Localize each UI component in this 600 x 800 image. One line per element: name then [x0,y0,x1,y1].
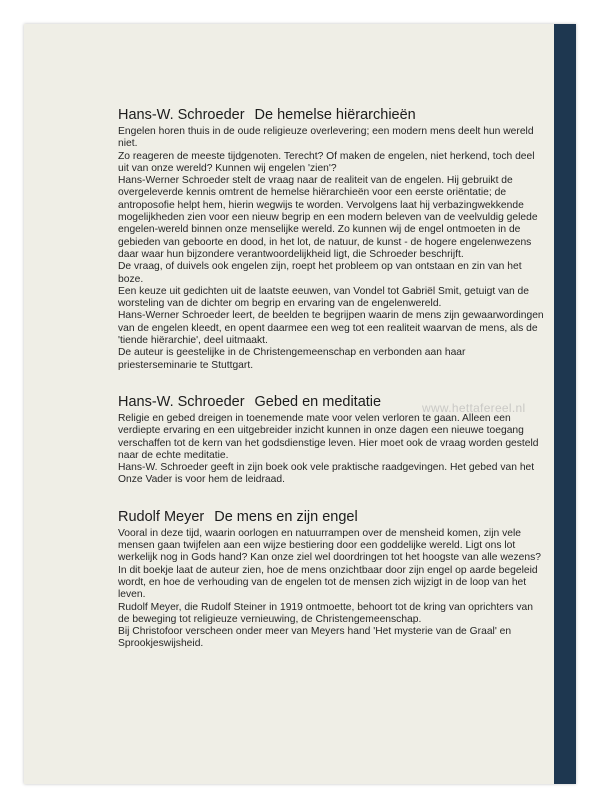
paragraph: De auteur is geestelijke in de Christengemeenschap en verbonden aan haar priesterseminarie te Stuttgart. [118,347,466,371]
paragraph: Hans-Werner Schroeder stelt de vraag naar de realiteit van de engelen. Hij gebruikt de overgeleverde kennis omtrent de hemelse hiërarchieën voor een eerste oriëntatie; de antroposofie helpt hem, hierin wegwijs te worden. Vervolgens laat hij verbazingwekkende mogelijkheden zien voor een nieuw begrip en een modern beleven van de veelvuldig gelede engelen-wereld binnen onze menselijke wereld. Zo kunnen wij de engel ontmoeten in de gebieden van geboorte en dood, in het lot, de natuur, de kunst - de hogere engelenwezens daar waar hun bijzondere verantwoordelijkheid ligt, die Schroeder beschrijft. [118,175,538,260]
paragraph: Zo reageren de meeste tijdgenoten. Terecht? Of maken de engelen, niet herkend, toch deel uit van onze wereld? Kunnen wij engelen 'zien'? [118,150,535,174]
section-heading [118,107,546,123]
paragraph: Hans-W. Schroeder geeft in zijn boek ook vele praktische raadgevingen. Het gebed van het Onze Vader is voor hem de leidraad. [118,462,535,486]
book-section-de-mens-en-zijn-engel [118,509,546,651]
paragraph: Religie en gebed dreigen in toenemende mate voor velen verloren te gaan. Alleen een verdiepte ervaring en een uitgebreider inzicht kunnen in onze dagen een nieuwe toegang verschaffen tot de kern van het godsdienstige leven. Hier moet ook de vraag worden gesteld naar de echte meditatie. [118,412,539,461]
paragraph: Een keuze uit gedichten uit de laatste eeuwen, van Vondel tot Gabriël Smit, getuigt van de worsteling van de dichter om begrip en ervaring van de engelenwereld. [118,285,530,310]
section-title: De hemelse hiërarchieën [254,107,416,123]
paragraph: Vooral in deze tijd, waarin oorlogen en natuurrampen over de mensheid komen, zijn vele mensen gaan twijfelen aan een wijze bestiering door een goddelijke wereld. Ligt ons lot werkelijk nog in Gods hand? Kan onze ziel wel doordringen tot het hoogste van alle wezens? [118,527,542,564]
paragraph: Rudolf Meyer, die Rudolf Steiner in 1919 ontmoette, behoort tot de kring van oprichters van de beweging tot religieuze vernieuwing, de Christengemeenschap. [118,601,533,625]
book-back-cover [24,24,576,784]
section-heading [118,509,546,525]
section-author: Rudolf Meyer [118,508,205,525]
paragraph: Bij Christofoor verscheen onder meer van Meyers hand 'Het mysterie van de Graal' en Sprookjeswijsheid. [118,626,512,650]
section-author: Hans-W. Schroeder [118,107,245,123]
watermark: www.hettafereel.nl [422,401,526,415]
book-spine [554,24,576,784]
section-author: Hans-W. Schroeder [118,393,245,410]
section-title: Gebed en meditatie [254,393,382,410]
cover-text [118,107,546,673]
paragraph: In dit boekje laat de auteur zien, hoe de mens onzichtbaar door zijn engel op aarde begeleid wordt, en hoe de verhouding van de engelen tot de mensen zich wijzigt in de loop van het leven. [118,564,538,601]
paragraph: De vraag, of duivels ook engelen zijn, roept het probleem op van ontstaan en zin van het boze. [118,261,522,285]
paragraph: Engelen horen thuis in de oude religieuze overlevering; een modern mens deelt hun wereld niet. [118,126,534,150]
book-section-hemelse-hierarchieen [118,107,546,372]
section-title: De mens en zijn engel [214,508,358,525]
paragraph: Hans-Werner Schroeder leert, de beelden te begrijpen waarin de mens zijn gewaarwordingen van de engelen kleedt, en opent daarmee een weg tot een realiteit waarvan de mens, als de 'tiende hiërarchie', deel uitmaakt. [118,310,544,347]
